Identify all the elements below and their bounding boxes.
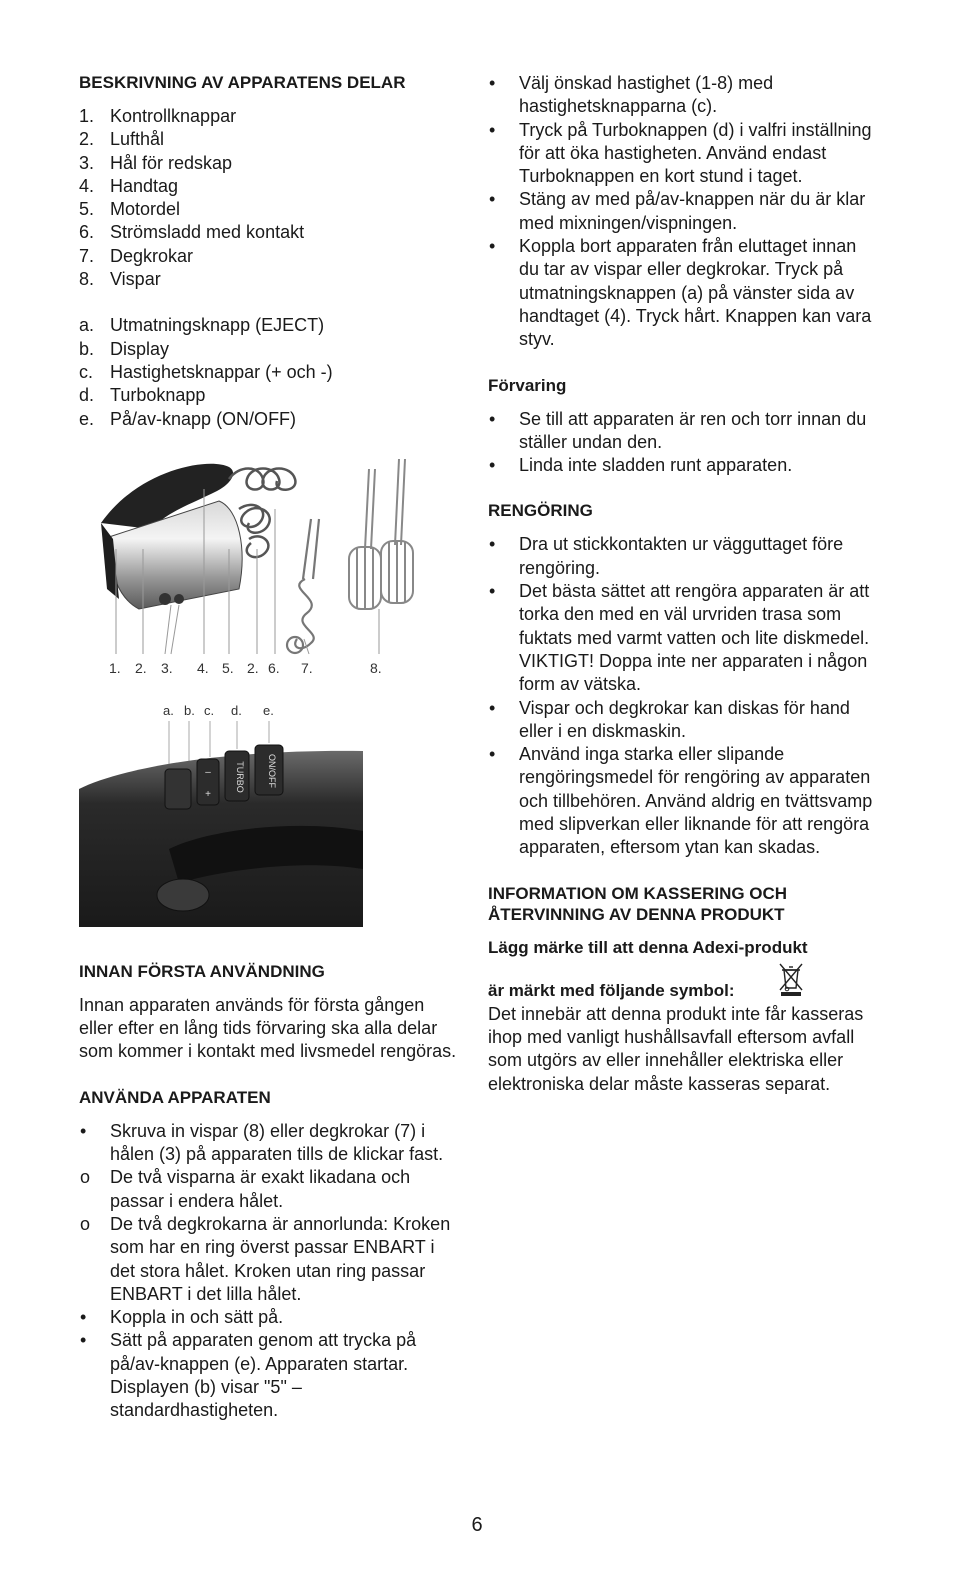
control-panel-figure (79, 699, 379, 927)
eject-button (157, 879, 209, 911)
list-item (79, 314, 459, 337)
parts-lettered-list (79, 314, 459, 430)
list-text: Motordel (110, 199, 181, 220)
page-number: 6 (471, 1514, 483, 1536)
parts-numbered-list (79, 105, 459, 291)
list-marker: • (489, 236, 496, 257)
list-item (79, 128, 459, 151)
svg-text:–: – (205, 766, 211, 778)
list-item (488, 580, 873, 696)
list-text: Utmatningsknapp (EJECT) (110, 315, 325, 336)
list-marker: • (489, 408, 496, 429)
using-heading: ANVÄNDA APPARATEN (79, 1087, 271, 1107)
list-item (79, 1329, 459, 1422)
svg-text:+: + (205, 788, 211, 800)
cleaning-list (488, 533, 873, 859)
list-marker: • (489, 697, 496, 718)
list-marker: d. (79, 385, 95, 406)
list-text: Linda inte sladden runt apparaten. (519, 455, 793, 476)
list-text: Skruva in vispar (8) eller degkrokar (7) i hålen (3) på apparaten tills de klickar fast. (110, 1120, 444, 1165)
list-text: De två visparna är exakt likadana och passar i endera hålet. (110, 1167, 411, 1211)
before-first-use-heading: INNAN FÖRSTA ANVÄNDNING (79, 961, 325, 981)
list-marker: 7. (79, 245, 95, 266)
list-text: Vispar och degkrokar kan diskas för hand eller i en diskmaskin. (519, 697, 850, 741)
list-item (488, 697, 873, 744)
list-marker: 2. (79, 129, 95, 150)
figure2-labels (163, 703, 274, 718)
list-text: På/av-knapp (ON/OFF) (110, 408, 297, 429)
list-text: Display (110, 338, 170, 359)
list-text: Degkrokar (110, 245, 194, 266)
list-item (79, 105, 459, 128)
list-marker: • (80, 1120, 87, 1141)
list-item (488, 408, 873, 455)
figure-label: b. (184, 702, 195, 718)
list-text: Hål för redskap (110, 152, 233, 173)
list-text: Strömsladd med kontakt (110, 222, 305, 243)
storage-list (488, 408, 873, 478)
list-marker: • (80, 1307, 87, 1328)
figure-label: 5. (222, 659, 234, 676)
list-text: Koppla in och sätt på. (110, 1307, 284, 1328)
list-marker: 5. (79, 199, 95, 220)
list-item (79, 408, 459, 431)
list-item (488, 235, 873, 351)
figure-label: 3. (161, 659, 173, 676)
list-item (79, 384, 459, 407)
list-marker: • (489, 534, 496, 555)
list-text: Koppla bort apparaten från eluttaget innan du tar av vispar eller degkrokar. Tryck på utmatningsknappen (a) på vänster sida av handtaget (4). Tryck hårt. Knappen kan vara styv. (519, 236, 872, 350)
list-item (488, 454, 873, 477)
list-marker: o (80, 1213, 91, 1234)
list-item (79, 221, 459, 244)
list-marker: 1. (79, 106, 95, 126)
list-item (79, 1120, 459, 1167)
list-text: Hastighetsknappar (+ och -) (110, 361, 333, 382)
whisk-pair (349, 459, 413, 609)
list-marker: • (489, 189, 496, 210)
list-item (79, 152, 459, 175)
list-item (79, 198, 459, 221)
list-text: Kontrollknappar (110, 106, 237, 126)
figure1-labels (109, 660, 382, 676)
list-item (488, 188, 873, 235)
onoff-label: ON/OFF (267, 753, 277, 788)
list-marker: • (489, 73, 496, 93)
list-item (488, 533, 873, 580)
figure-label: 8. (370, 659, 382, 676)
list-marker: • (489, 581, 496, 602)
list-text: Stäng av med på/av-knappen när du är klar med mixningen/vispningen. (519, 189, 866, 233)
using-continued-list (488, 72, 873, 352)
before-first-use-text: Innan apparaten används för första gången eller efter en lång tids förvaring ska alla delar som kommer i kontakt med livsmedel rengöras. (79, 994, 457, 1062)
list-text: Det bästa sättet att rengöra apparaten är att torka den med en väl urvriden trasa som fuktats med varmt vatten och lite diskmedel. VIKTIGT! Doppa inte ner apparaten i någon form av vätska. (519, 581, 870, 695)
list-text: Välj önskad hastighet (1-8) med hastighetsknapparna (c). (519, 73, 774, 117)
list-item (488, 119, 873, 189)
list-marker: • (489, 119, 496, 140)
list-marker: o (80, 1167, 91, 1188)
list-text: Turboknapp (110, 385, 206, 406)
disposal-heading-2: ÅTERVINNING AV DENNA PRODUKT (488, 904, 785, 924)
disposal-bold-2: är märkt med följande symbol: (488, 980, 735, 1000)
disposal-bold-1: Lägg märke till att denna Adexi-produkt (488, 937, 808, 957)
list-text: Använd inga starka eller slipande rengöringsmedel för rengöring av apparaten och tillbehören. Använd aldrig en tvättsvamp med slipverkan eller liknande för att rengöra apparaten, eftersom ytan kan skadas. (519, 744, 873, 858)
list-text: Handtag (110, 175, 179, 196)
list-marker: • (80, 1330, 87, 1351)
parts-heading: BESKRIVNING AV APPARATENS DELAR (79, 73, 406, 92)
cleaning-heading: RENGÖRING (488, 501, 593, 521)
list-text: Dra ut stickkontakten ur vägguttaget före rengöring. (519, 534, 844, 578)
figure-label: 2. (135, 659, 147, 676)
left-column (79, 72, 459, 1423)
figure-label: 2. (247, 659, 259, 676)
figure-label: a. (163, 702, 174, 718)
list-item (79, 338, 459, 361)
figure-label: d. (231, 702, 242, 718)
list-marker: 3. (79, 152, 95, 173)
list-item (488, 743, 873, 859)
list-marker: • (489, 744, 496, 765)
figure-label: c. (204, 702, 215, 718)
right-column (488, 72, 873, 1096)
list-marker: 6. (79, 222, 95, 243)
list-marker: b. (79, 338, 95, 359)
weee-bin-icon (778, 962, 804, 996)
display (165, 769, 191, 809)
list-item (79, 1213, 459, 1306)
list-marker: 8. (79, 269, 95, 290)
turbo-label: TURBO (235, 761, 245, 793)
disposal-symbol-row (488, 970, 873, 1000)
list-marker: a. (79, 315, 95, 336)
list-item (79, 268, 459, 291)
list-item (488, 72, 873, 119)
figure-label: e. (263, 702, 274, 718)
figure-label: 1. (109, 659, 121, 676)
list-text: De två degkrokarna är annorlunda: Kroken som har en ring överst passar ENBART i det stora hålet. Kroken utan ring passar ENBART i det lilla hålet. (110, 1213, 451, 1304)
figure-label: 4. (197, 659, 209, 676)
list-text: Tryck på Turboknappen (d) i valfri inställning för att öka hastigheten. Använd endast Turboknappen en kort stund i taget. (519, 119, 872, 187)
mixer-parts-figure (79, 449, 459, 689)
mixer-body (101, 464, 242, 609)
list-marker: 4. (79, 175, 95, 196)
list-text: Se till att apparaten är ren och torr innan du ställer undan den. (519, 408, 867, 452)
list-text: Vispar (110, 269, 161, 290)
list-marker: • (489, 455, 496, 476)
list-item (79, 245, 459, 268)
figure-label: 7. (301, 659, 313, 676)
list-item (79, 1166, 459, 1213)
using-list (79, 1120, 459, 1423)
list-item (79, 361, 459, 384)
disposal-text: Det innebär att denna produkt inte får kasseras ihop med vanligt hushållsavfall eftersom avfall som utgörs av eller innehåller elektriska eller elektroniska delar måste kasseras separat. (488, 1003, 864, 1094)
storage-heading: Förvaring (488, 375, 567, 395)
list-text: Lufthål (110, 129, 165, 150)
figure-label: 6. (268, 659, 280, 676)
list-marker: c. (79, 361, 94, 382)
list-text: Sätt på apparaten genom att trycka på på/av-knappen (e). Apparaten startar. Displayen (b) visar "5" – standardhastigheten. (110, 1330, 417, 1421)
list-item (79, 1306, 459, 1329)
list-marker: e. (79, 408, 95, 429)
list-item (79, 175, 459, 198)
disposal-heading-1: INFORMATION OM KASSERING OCH (488, 883, 788, 903)
dough-hook (287, 519, 319, 653)
